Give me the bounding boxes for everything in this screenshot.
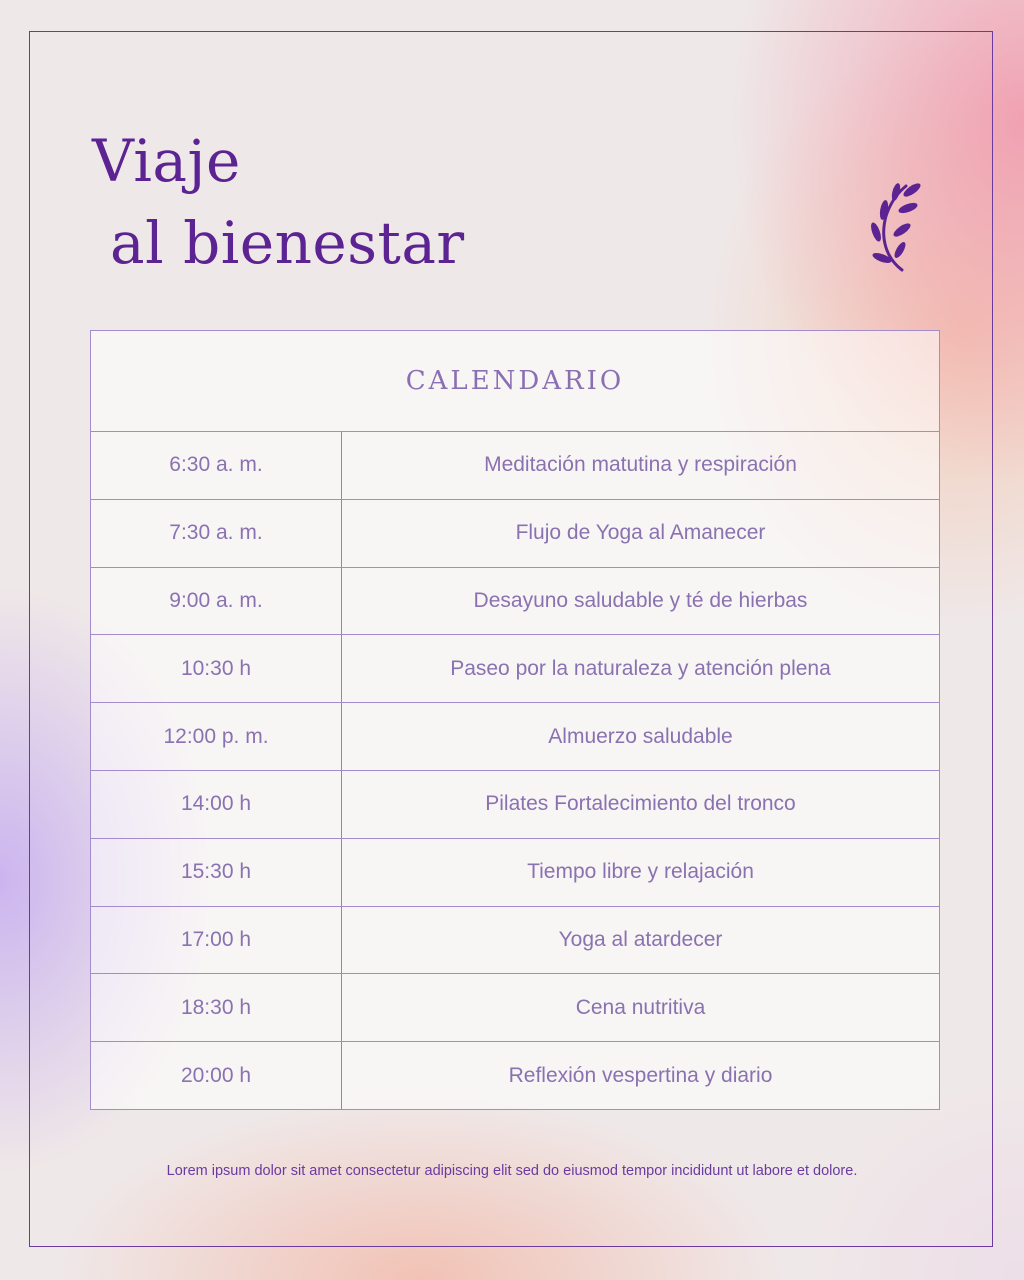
table-row (91, 635, 939, 703)
page-title (92, 120, 465, 284)
table-row (91, 500, 939, 568)
table-row (91, 1042, 939, 1109)
time-cell: 10:30 h (91, 635, 342, 702)
table-row (91, 907, 939, 975)
activity-cell: Cena nutritiva (575, 995, 706, 1019)
time-cell: 15:30 h (91, 839, 342, 906)
time-cell: 7:30 a. m. (91, 500, 342, 567)
table-row (91, 839, 939, 907)
time-cell: 20:00 h (91, 1042, 342, 1109)
table-row (91, 703, 939, 771)
activity-cell: Almuerzo saludable (548, 724, 733, 748)
time-cell: 17:00 h (91, 907, 342, 974)
activity-cell: Reflexión vespertina y diario (508, 1063, 773, 1087)
title-line-1: Viaje (92, 127, 241, 195)
time-cell: 9:00 a. m. (91, 568, 342, 635)
table-row (91, 432, 939, 500)
activity-cell: Desayuno saludable y té de hierbas (473, 588, 808, 612)
table-row (91, 974, 939, 1042)
time-cell: 12:00 p. m. (91, 703, 342, 770)
activity-cell: Flujo de Yoga al Amanecer (515, 521, 766, 545)
time-cell: 14:00 h (91, 771, 342, 838)
activity-cell: Tiempo libre y relajación (527, 860, 754, 884)
laurel-branch-icon (862, 178, 926, 274)
activity-cell: Yoga al atardecer (558, 927, 723, 951)
activity-cell: Meditación matutina y respiración (484, 453, 797, 477)
footer-note: Lorem ipsum dolor sit amet consectetur adipiscing elit sed do eiusmod tempor incididunt ut labore et dolore. (166, 1163, 858, 1179)
time-cell: 18:30 h (91, 974, 342, 1041)
schedule-table (90, 330, 940, 1110)
activity-cell: Pilates Fortalecimiento del tronco (485, 792, 796, 816)
time-cell: 6:30 a. m. (91, 432, 342, 499)
table-header: CALENDARIO (91, 331, 939, 432)
table-row (91, 568, 939, 636)
title-line-2: al bienestar (110, 209, 465, 277)
activity-cell: Paseo por la naturaleza y atención plena (450, 656, 831, 680)
table-row (91, 771, 939, 839)
